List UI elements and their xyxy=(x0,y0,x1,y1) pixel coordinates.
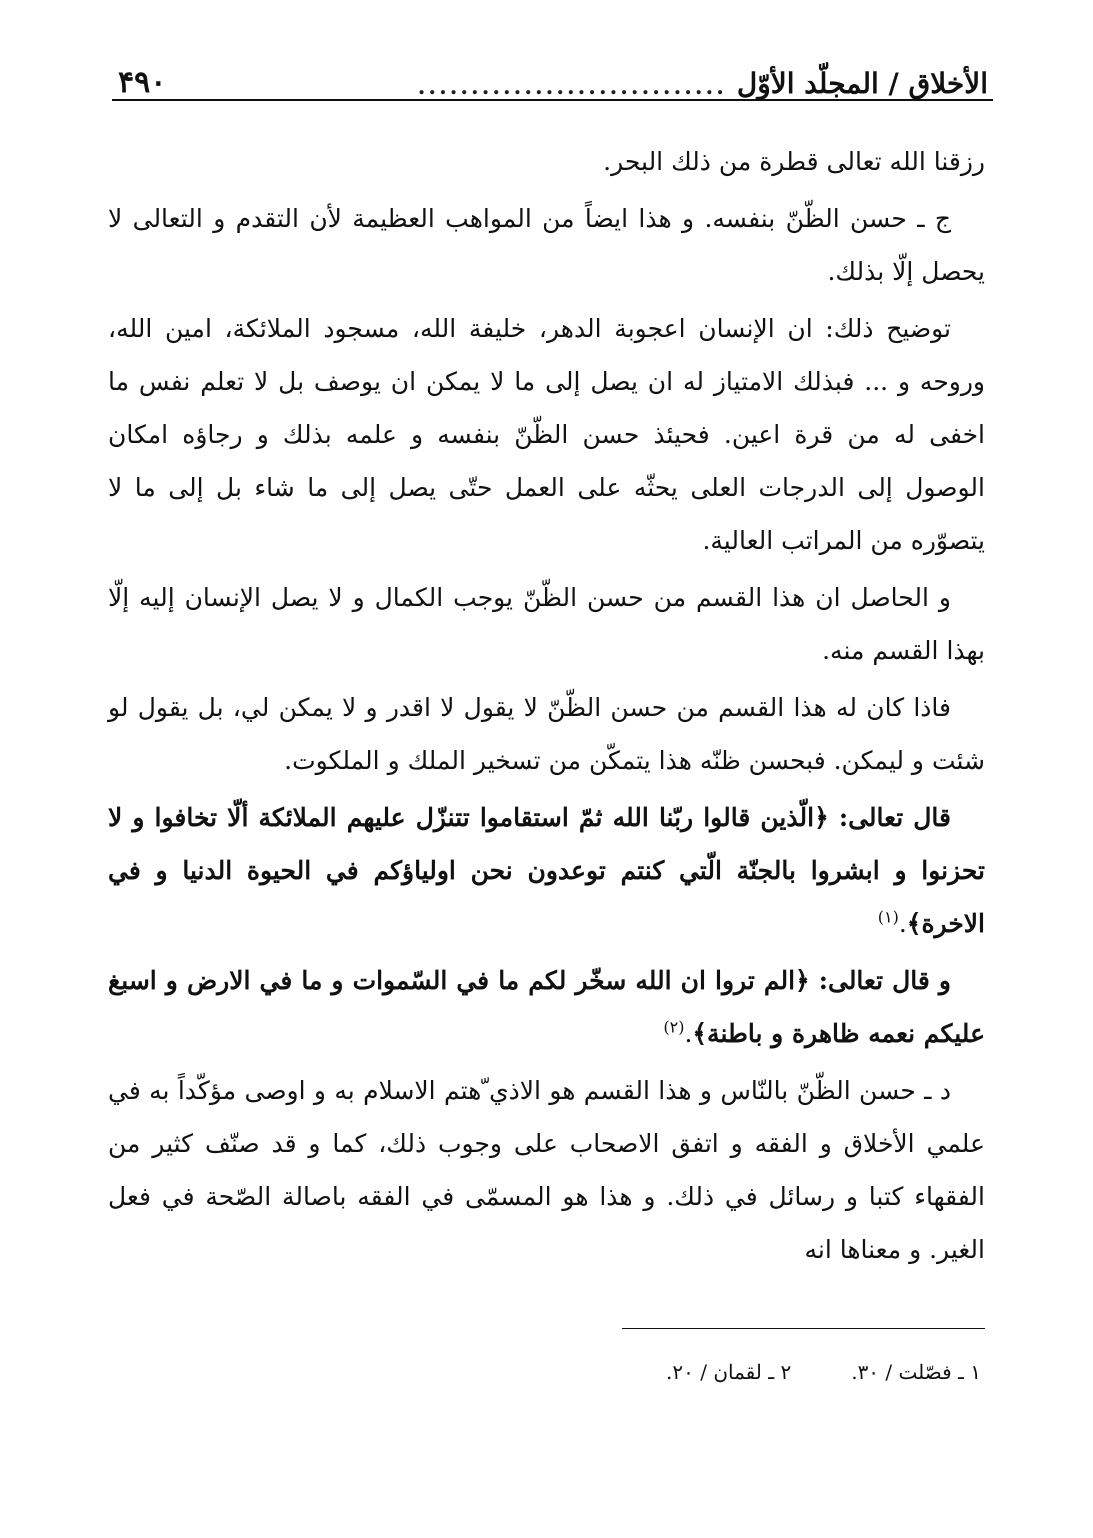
paragraph-5: فاذا كان له هذا القسم من حسن الظّنّ لا يقول لا اقدر و لا يمكن لي، بل يقول لو شئت و ليمكن. فبحسن ظنّه هذا يتمكّن من تسخير الملك و الملكوت. xyxy=(108,693,985,775)
footnotes xyxy=(666,1360,981,1384)
paragraph-2: ج ـ حسن الظّنّ بنفسه. و هذا ايضاً من المواهب العظيمة لأن التقدم و التعالى لا يحصل إلّا بذلك. xyxy=(108,204,985,286)
header-dot-leader: ............................. xyxy=(417,74,727,100)
footnote-ref-2: (۲) xyxy=(663,1017,685,1037)
paragraph-3: توضيح ذلك: ان الإنسان اعجوبة الدهر، خليفة الله، مسجود الملائكة، امين الله، وروحه و ... فبذلك الامتياز له ان يصل إلى ما لا يمكن ان يوصف بل لا تعلم نفس ما اخفى له من قرة اعين. فحيئذ حسن الظّنّ بنفسه و علمه بذلك و رجاؤه امكان الوصول إلى الدرجات العلى يحثّه على العمل حتّى يصل إلى ما شاء بل إلى ما لا يتصوّره من المراتب العالية. xyxy=(108,314,985,555)
paragraph-1: رزقنا الله تعالى قطرة من ذلك البحر. xyxy=(603,147,985,176)
footnote-1: ۱ ـ فصّلت / ۳۰. xyxy=(851,1360,981,1384)
footnote-rule xyxy=(622,1328,985,1329)
running-title-group xyxy=(408,67,988,100)
paragraph-4: و الحاصل ان هذا القسم من حسن الظّنّ يوجب الكمال و لا يصل الإنسان إليه إلّا بهذا القسم منه. xyxy=(108,583,985,665)
quran-verse: ﴿الم تروا ان الله سخّر لكم ما في السّموات و ما في الارض و اسبغ عليكم نعمه ظاهرة و باطنة﴾ xyxy=(108,966,985,1048)
paragraph-8: د ـ حسن الظّنّ بالنّاس و هذا القسم هو الاذي ّهتم الاسلام به و اوصى مؤكّداً به في علمي الأخلاق و الفقه و اتفق الاصحاب على وجوب ذلك، كما و قد صنّف كثير من الفقهاء كتبا و رسائل في ذلك. و هذا هو المسمّى في الفقه باصالة الصّحة في فعل الغير. و معناها انه xyxy=(108,1076,985,1264)
paragraph-7 xyxy=(108,954,985,1060)
verse-end: . xyxy=(684,1019,693,1048)
footnote-2: ۲ ـ لقمان / ۲۰. xyxy=(666,1360,792,1384)
verse-end: . xyxy=(898,909,907,938)
quran-verse: ﴿الّذين قالوا ربّنا الله ثمّ استقاموا تتنزّل عليهم الملائكة ألّا تخافوا و لا تحزنوا و ابشروا بالجنّة الّتي كنتم توعدون نحن اولياؤكم في الحيوة الدنيا و في الاخرة﴾ xyxy=(108,803,985,938)
header-rule xyxy=(112,99,993,101)
running-title: الأخلاق / المجلّد الأوّل xyxy=(736,67,988,100)
body-text xyxy=(108,135,985,1280)
footnote-ref-1: (۱) xyxy=(877,907,899,927)
quran-verse-intro: قال تعالى: xyxy=(828,803,952,832)
quran-verse-intro: و قال تعالى: xyxy=(809,966,951,995)
page-header xyxy=(118,52,988,98)
page-number: ۴۹۰ xyxy=(118,65,167,100)
paragraph-6 xyxy=(108,791,985,950)
